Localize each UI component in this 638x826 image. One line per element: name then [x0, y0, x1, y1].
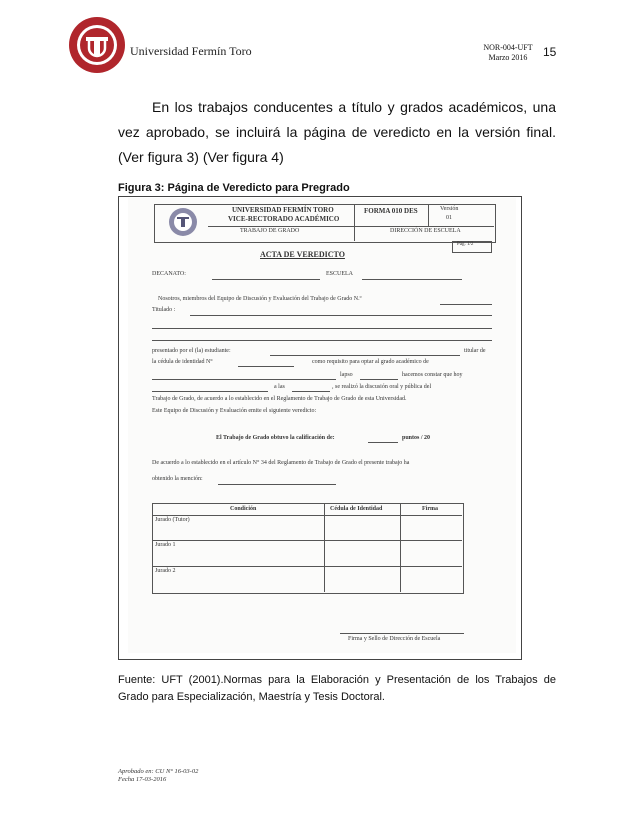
form-decanato-line	[212, 279, 320, 280]
doc-date-text: Marzo 2016	[488, 53, 528, 62]
form-lapso: lapso	[340, 372, 353, 378]
body-paragraph	[118, 95, 556, 170]
form-realizo: , se realizó la discusión oral y pública del	[332, 384, 432, 390]
jury-table-col-2	[400, 503, 401, 592]
university-name: Universidad Fermín Toro	[130, 44, 252, 58]
form-puntos: puntos / 20	[402, 435, 431, 441]
form-code: FORMA 010 DES	[364, 207, 418, 215]
verdict-form-scan	[128, 198, 516, 653]
form-page: Pág. 1/2	[457, 242, 474, 247]
jury-row-2: Jurado 2	[155, 568, 176, 574]
university-seal-logo	[68, 16, 126, 74]
figure-title: Figura 3: Página de Veredicto para Pregrado	[118, 182, 350, 194]
form-univ: UNIVERSIDAD FERMÍN TORO	[232, 206, 334, 214]
form-escuela-line	[362, 279, 462, 280]
form-firma-sello: Firma y Sello de Dirección de Escuela	[348, 636, 441, 642]
form-requisito: como requisito para optar al grado académico de	[312, 359, 429, 365]
page-number: 15	[543, 45, 557, 59]
form-titulo-line-2	[152, 328, 492, 329]
doc-code-text: NOR-004-UFT	[483, 43, 533, 52]
approval-footer	[118, 768, 198, 784]
footer-approved: Aprobado en: CU N° 16-03-02	[118, 768, 199, 775]
form-presentado: presentado por el (la) estudiante:	[152, 348, 231, 354]
form-header-divider	[354, 204, 355, 241]
form-grado-line	[152, 379, 336, 380]
form-version: 01	[446, 215, 452, 221]
jury-table-col-1	[324, 503, 325, 592]
form-hacemos: hacemos constar que hoy	[402, 372, 463, 378]
body-paragraph-text: En los trabajos conducentes a título y grados académicos, una vez aprobado, se incluirá la página de veredicto en la versión final. (Ver figura 3) (Ver figura 4)	[118, 99, 556, 165]
jury-col-cedula: Cédula de Identidad	[330, 506, 383, 512]
jury-table-row-rule-2	[152, 566, 462, 567]
jury-table-head-rule	[152, 515, 462, 516]
form-titulo-line-3	[152, 340, 492, 341]
form-seal-icon	[168, 207, 198, 237]
form-titular: titular de	[464, 348, 486, 354]
form-direccion: DIRECCIÓN DE ESCUELA	[390, 228, 461, 234]
signature-line	[340, 633, 464, 634]
jury-col-condicion: Condición	[230, 506, 257, 512]
form-acta-title: ACTA DE VEREDICTO	[260, 250, 345, 259]
form-trabajo-line: Trabajo de Grado, de acuerdo a lo establecido en el Reglamento de Trabajo de Grado de esta Universidad.	[152, 396, 407, 402]
form-calificacion: El Trabajo de Grado obtuvo la calificación de:	[216, 435, 335, 441]
jury-row-1: Jurado 1	[155, 542, 176, 548]
form-header-rule	[208, 226, 494, 227]
form-titulo-line-1	[190, 315, 492, 316]
form-lapso-line	[360, 379, 398, 380]
form-trabajo: TRABAJO DE GRADO	[240, 228, 300, 234]
jury-table-row-rule-1	[152, 540, 462, 541]
form-tg-number-line	[440, 304, 492, 305]
form-cedula: la cédula de identidad N°	[152, 359, 213, 365]
jury-col-firma: Firma	[422, 506, 438, 512]
form-fecha-line	[152, 391, 268, 392]
form-mencion: obtenido la mención:	[152, 476, 203, 482]
form-nosotros: Nosotros, miembros del Equipo de Discusión y Evaluación del Trabajo de Grado N.º	[158, 296, 362, 302]
jury-row-tutor: Jurado (Tutor)	[155, 517, 190, 523]
figure-source: Fuente: UFT (2001).Normas para la Elaboración y Presentación de los Trabajos de Grado para Especialización, Maestría y Tesis Doctoral.	[118, 674, 556, 703]
form-titulado: Titulado :	[152, 307, 176, 313]
form-alas: a las	[274, 384, 285, 390]
form-equipo-line: Este Equipo de Discusión y Evaluación emite el siguiente veredicto:	[152, 408, 317, 414]
form-acuerdo: De acuerdo a lo establecido en el artículo N° 34 del Reglamento de Trabajo de Grado el presente trabajo ha	[152, 460, 410, 466]
footer-date: Fecha 17-03-2016	[118, 776, 167, 783]
form-version-label: Versión	[440, 206, 459, 212]
form-header-divider-2	[428, 204, 429, 226]
form-decanato-label: DECANATO:	[152, 271, 186, 277]
form-cedula-line	[238, 366, 294, 367]
form-calificacion-line	[368, 442, 398, 443]
form-hora-line	[292, 391, 330, 392]
jury-table	[152, 503, 464, 594]
form-escuela-label: ESCUELA	[326, 271, 353, 277]
form-vice: VICE-RECTORADO ACADÉMICO	[228, 215, 340, 223]
form-mencion-line	[218, 484, 336, 485]
document-code	[478, 43, 538, 63]
form-estudiante-line	[270, 355, 460, 356]
